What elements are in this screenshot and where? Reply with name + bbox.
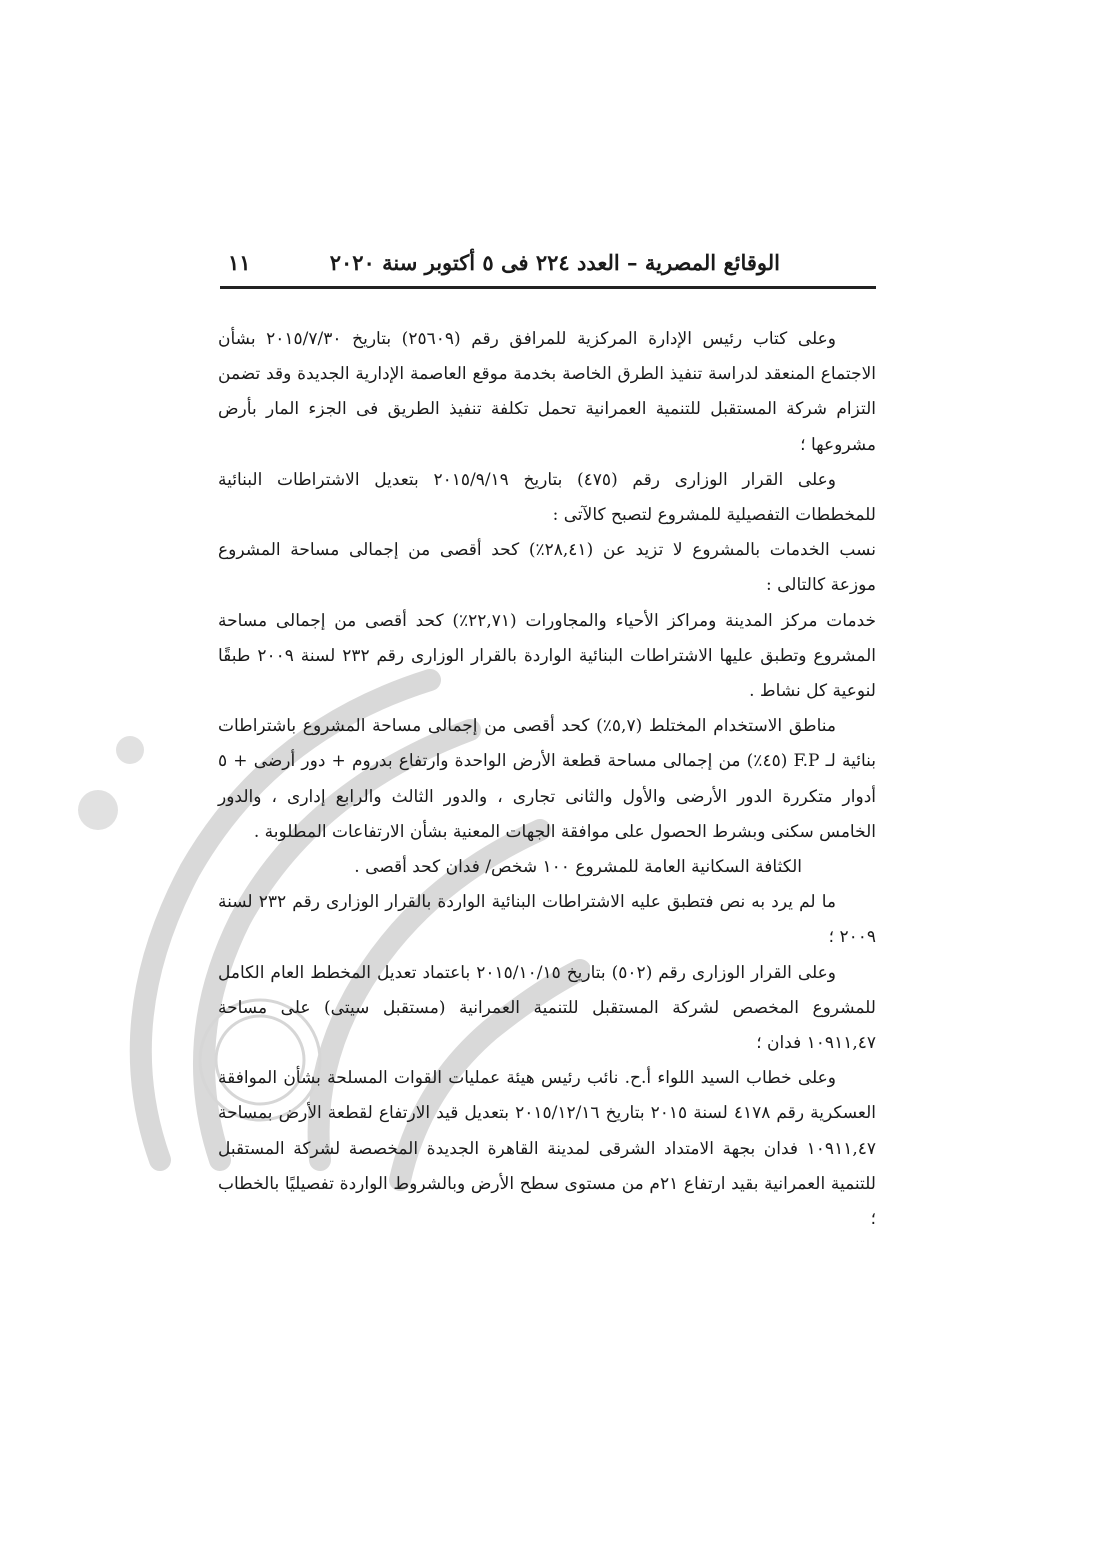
body-paragraph: خدمات مركز المدينة ومراكز الأحياء والمجاورات (٢٢,٧١٪) كحد أقصى من إجمالى مساحة المشروع وتطبق عليها الاشتراطات البنائية الواردة بالقرار الوزارى رقم ٢٣٢ لسنة ٢٠٠٩ طبقًا لنوعية كل نشاط . [218, 610, 876, 702]
body-paragraph: وعلى كتاب رئيس الإدارة المركزية للمرافق رقم (٢٥٦٠٩) بتاريخ ٢٠١٥/٧/٣٠ بشأن الاجتماع المنعقد لدراسة تنفيذ الطرق الخاصة بخدمة موقع العاصمة الإدارية الجديدة وقد تضمن التزام شركة المستقبل للتنمية العمرانية تحمل تكلفة تنفيذ الطريق فى الجزء المار بأرض مشروعها ؛ [218, 329, 876, 455]
body-paragraph: وعلى القرار الوزارى رقم (٤٧٥) بتاريخ ٢٠١٥/٩/١٩ بتعديل الاشتراطات البنائية للمخططات التفصيلية للمشروع لتصبح كالآتى : [218, 469, 876, 526]
body-paragraph: وعلى القرار الوزارى رقم (٥٠٢) بتاريخ ٢٠١٥/١٠/١٥ باعتماد تعديل المخطط العام الكامل للمشروع المخصص لشركة المستقبل للتنمية العمرانية (مستقبل سيتى) على مساحة ١٠٩١١,٤٧ فدان ؛ [218, 962, 876, 1054]
page-number: ١١ [228, 250, 251, 275]
body-paragraph: نسب الخدمات بالمشروع لا تزيد عن (٢٨,٤١٪) كحد أقصى من إجمالى مساحة المشروع موزعة كالتالى : [218, 540, 876, 596]
body-paragraph: مناطق الاستخدام المختلط (٥,٧٪) كحد أقصى من إجمالى مساحة المشروع باشتراطات بنائية لـ F.P (٤٥٪) من إجمالى مساحة قطعة الأرض الواحدة وارتفاع بدروم + دور أرضى + ٥ أدوار متكررة الدور الأرضى والأول والثانى تجارى ، والدور الثالث والرابع إدارى ، والدور الخامس سكنى وبشرط الحصول على موافقة الجهات المعنية بشأن الارتفاعات المطلوبة . [218, 716, 876, 842]
gazette-title: الوقائع المصرية – العدد ٢٢٤ فى ٥ أكتوبر سنة ٢٠٢٠ [329, 250, 780, 275]
gazette-body [218, 322, 876, 1237]
body-paragraph: الكثافة السكانية العامة للمشروع ١٠٠ شخص/ فدان كحد أقصى . [354, 857, 802, 878]
page-header [220, 250, 876, 289]
body-paragraph: ما لم يرد به نص فتطبق عليه الاشتراطات البنائية الواردة بالقرار الوزارى رقم ٢٣٢ لسنة ٢٠٠٩ ؛ [218, 892, 876, 948]
body-paragraph: وعلى خطاب السيد اللواء أ.ح. نائب رئيس هيئة عمليات القوات المسلحة بشأن الموافقة العسكرية رقم ٤١٧٨ لسنة ٢٠١٥ بتاريخ ٢٠١٥/١٢/١٦ بتعديل قيد الارتفاع لقطعة الأرض بمساحة ١٠٩١١,٤٧ فدان بجهة الامتداد الشرقى لمدينة القاهرة الجديدة المخصصة لشركة المستقبل للتنمية العمرانية بقيد ارتفاع ٢١م من مستوى سطح الأرض وبالشروط الواردة تفصيليًا بالخطاب ؛ [218, 1068, 876, 1230]
